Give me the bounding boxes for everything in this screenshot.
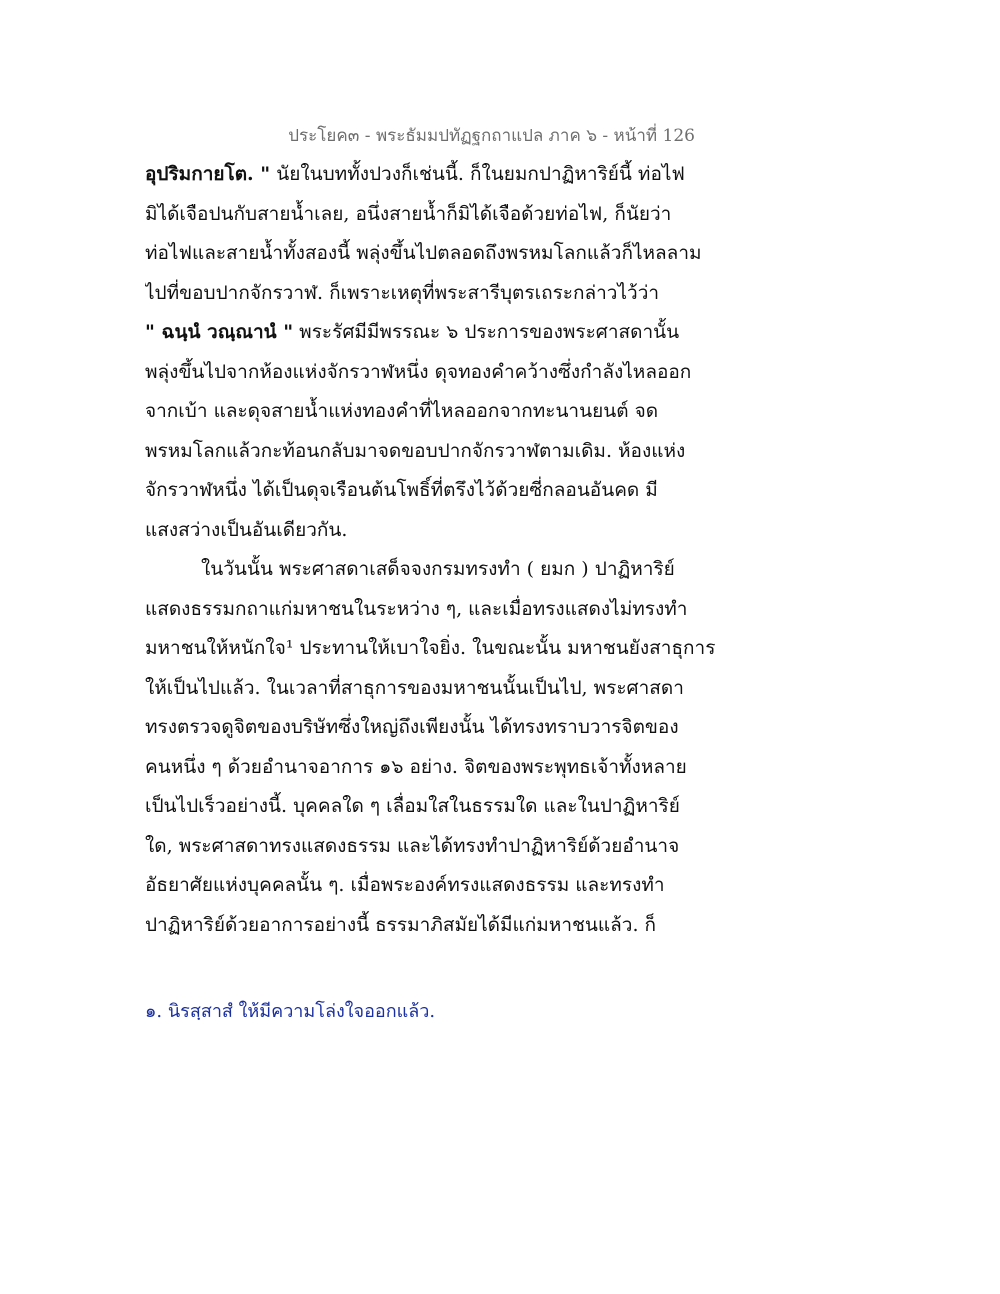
line-text: ในวันนั้น พระศาสดาเสด็จจงกรมทรงทำ ( ยมก ) ปาฏิหาริย์ xyxy=(201,558,675,580)
text-line xyxy=(145,590,725,630)
line-text: จักรวาฬหนึ่ง ได้เป็นดุจเรือนต้นโพธิ์ที่ตรึงไว้ด้วยซี่กลอนอันคด มี xyxy=(145,479,658,501)
running-header: ประโยค๓ - พระธัมมปทัฏฐกถาแปล ภาค ๖ - หน้าที่ 126 xyxy=(288,126,695,146)
text-line xyxy=(145,195,725,235)
line-text: นัยในบททั้งปวงก็เช่นนี้. ก็ในยมกปาฏิหาริย์นี้ ท่อไฟ xyxy=(270,163,685,185)
line-text: ทรงตรวจดูจิตของบริษัทซึ่งใหญ่ถึงเพียงนั้น ได้ทรงทราบวารจิตของ xyxy=(145,716,679,738)
line-text: ปาฏิหาริย์ด้วยอาการอย่างนี้ ธรรมาภิสมัยได้มีแก่มหาชนแล้ว. ก็ xyxy=(145,913,657,936)
text-line xyxy=(145,353,725,393)
text-line xyxy=(145,787,725,827)
line-text: ไปที่ขอบปากจักรวาฬ. ก็เพราะเหตุที่พระสารีบุตรเถระกล่าวไว้ว่า xyxy=(145,281,660,304)
line-text: จากเบ้า และดุจสายน้ำแห่งทองคำที่ไหลออกจากทะนานยนต์ จด xyxy=(145,400,659,422)
text-line xyxy=(145,392,725,432)
text-line xyxy=(145,274,725,314)
text-line xyxy=(145,471,725,511)
line-text: พระรัศมีมีพรรณะ ๖ ประการของพระศาสดานั้น xyxy=(293,321,680,343)
text-line xyxy=(145,669,725,709)
text-line xyxy=(145,748,725,788)
line-text: แสงสว่างเป็นอันเดียวกัน. xyxy=(145,518,348,541)
text-line xyxy=(145,827,725,867)
line-text: อัธยาศัยแห่งบุคคลนั้น ๆ. เมื่อพระองค์ทรงแสดงธรรม และทรงทำ xyxy=(145,874,665,896)
line-text: มหาชนให้หนักใจ¹ ประทานให้เบาใจยิ่ง. ในขณะนั้น มหาชนยังสาธุการ xyxy=(145,637,716,659)
bold-term: อุปริมกายโต. " xyxy=(145,163,271,185)
text-line xyxy=(145,432,725,472)
line-text: คนหนึ่ง ๆ ด้วยอำนาจอาการ ๑๖ อย่าง. จิตของพระพุทธเจ้าทั้งหลาย xyxy=(145,755,687,778)
text-line xyxy=(145,629,725,669)
body-text xyxy=(145,155,725,945)
line-text: มิได้เจือปนกับสายน้ำเลย, อนึ่งสายน้ำก็มิได้เจือด้วยท่อไฟ, ก็นัยว่า xyxy=(145,202,672,225)
line-text: ให้เป็นไปแล้ว. ในเวลาที่สาธุการของมหาชนนั้นเป็นไป, พระศาสดา xyxy=(145,676,684,699)
line-text: ท่อไฟและสายน้ำทั้งสองนี้ พลุ่งขึ้นไปตลอดถึงพรหมโลกแล้วก็ไหลลาม xyxy=(145,242,702,264)
line-text: พลุ่งขึ้นไปจากห้องแห่งจักรวาฬหนึ่ง ดุจทองคำคว้างซึ่งกำลังไหลออก xyxy=(145,360,692,383)
line-text: ใด, พระศาสดาทรงแสดงธรรม และได้ทรงทำปาฏิหาริย์ด้วยอำนาจ xyxy=(145,834,680,857)
line-text: เป็นไปเร็วอย่างนี้. บุคคลใด ๆ เลื่อมใสในธรรมใด และในปาฏิหาริย์ xyxy=(145,795,680,817)
text-line xyxy=(145,155,725,195)
text-line xyxy=(145,866,725,906)
text-line xyxy=(145,906,725,946)
line-text: แสดงธรรมกถาแก่มหาชนในระหว่าง ๆ, และเมื่อทรงแสดงไม่ทรงทำ xyxy=(145,597,688,620)
text-line xyxy=(145,511,725,551)
text-line xyxy=(145,234,725,274)
text-line xyxy=(145,313,725,353)
footnote: ๑. นิรสฺสาสํ ให้มีความโล่งใจออกแล้ว. xyxy=(145,1001,436,1022)
text-line xyxy=(145,550,725,590)
text-line xyxy=(145,708,725,748)
line-text: พรหมโลกแล้วกะท้อนกลับมาจดขอบปากจักรวาฬตามเดิม. ห้องแห่ง xyxy=(145,439,686,462)
bold-term: " ฉนฺนํ วณฺณานํ " xyxy=(145,321,294,343)
